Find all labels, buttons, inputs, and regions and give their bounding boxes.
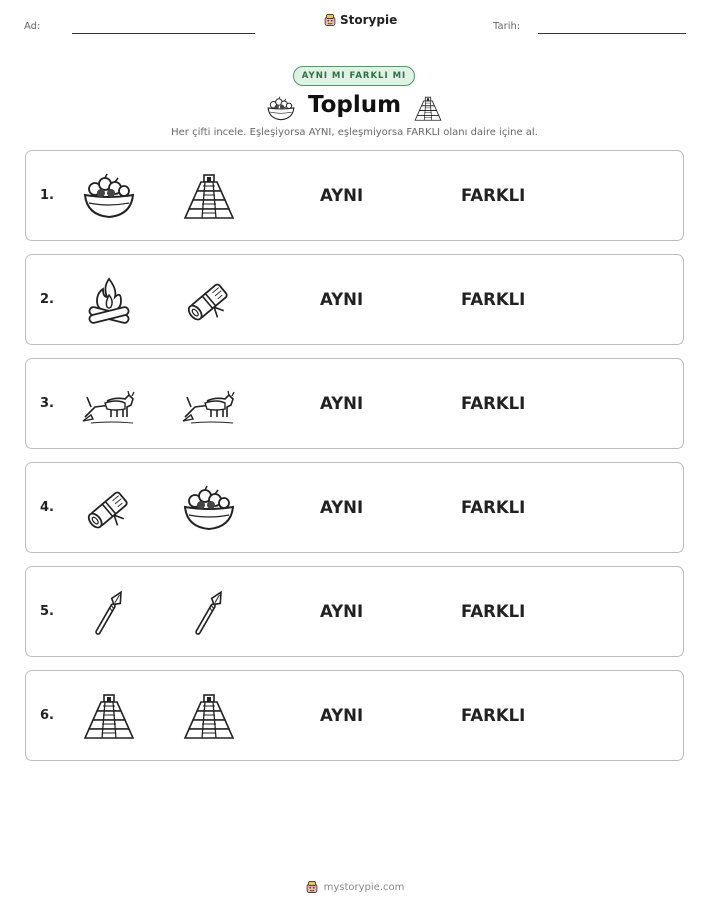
option-different[interactable]: FARKLI [461,602,526,621]
option-different[interactable]: FARKLI [461,186,526,205]
option-same[interactable]: AYNI [320,394,364,413]
option-same[interactable]: AYNI [320,290,364,309]
ox-plough-icon [81,377,137,433]
mascot-icon [323,13,337,27]
page-title: Toplum [307,92,402,118]
exercise-row [25,358,684,449]
name-line[interactable] [72,33,255,34]
pyramid-icon [81,689,137,745]
footer [0,880,709,894]
exercise-row [25,670,684,761]
campfire-icon [81,273,137,329]
exercise-row [25,462,684,553]
option-different[interactable]: FARKLI [461,498,526,517]
instructions: Her çifti incele. Eşleşiyorsa AYNI, eşleşmiyorsa FARKLI olanı daire içine al. [171,127,538,138]
mascot-icon [305,880,319,894]
exercise-row [25,566,684,657]
date-line[interactable] [538,33,686,34]
exercise-row [25,254,684,345]
row-number: 2. [40,292,54,307]
footer-url: mystorypie.com [323,881,405,893]
row-number: 3. [40,396,54,411]
row-number: 5. [40,604,54,619]
scroll-icon [181,273,237,329]
exercise-row [25,150,684,241]
option-same[interactable]: AYNI [320,706,364,725]
ox-plough-icon [181,377,237,433]
option-same[interactable]: AYNI [320,602,364,621]
option-different[interactable]: FARKLI [461,706,526,725]
worksheet-type-badge: AYNI MI FARKLI MI [293,66,415,86]
spear-icon [81,585,137,641]
pyramid-icon [181,169,237,225]
option-same[interactable]: AYNI [320,186,364,205]
option-different[interactable]: FARKLI [461,290,526,309]
option-same[interactable]: AYNI [320,498,364,517]
fruit-bowl-icon [81,169,137,225]
date-label: Tarih: [493,21,521,32]
fruit-bowl-icon [181,481,237,537]
brand-name: Storypie [340,13,398,27]
spear-icon [181,585,237,641]
row-number: 1. [40,188,54,203]
pyramid-icon [181,689,237,745]
row-number: 4. [40,500,54,515]
brand-logo [323,13,397,27]
title-row [0,92,709,122]
name-label: Ad: [24,21,41,32]
option-different[interactable]: FARKLI [461,394,526,413]
worksheet-header [0,0,709,50]
row-number: 6. [40,708,54,723]
pyramid-icon [412,94,444,124]
scroll-icon [81,481,137,537]
